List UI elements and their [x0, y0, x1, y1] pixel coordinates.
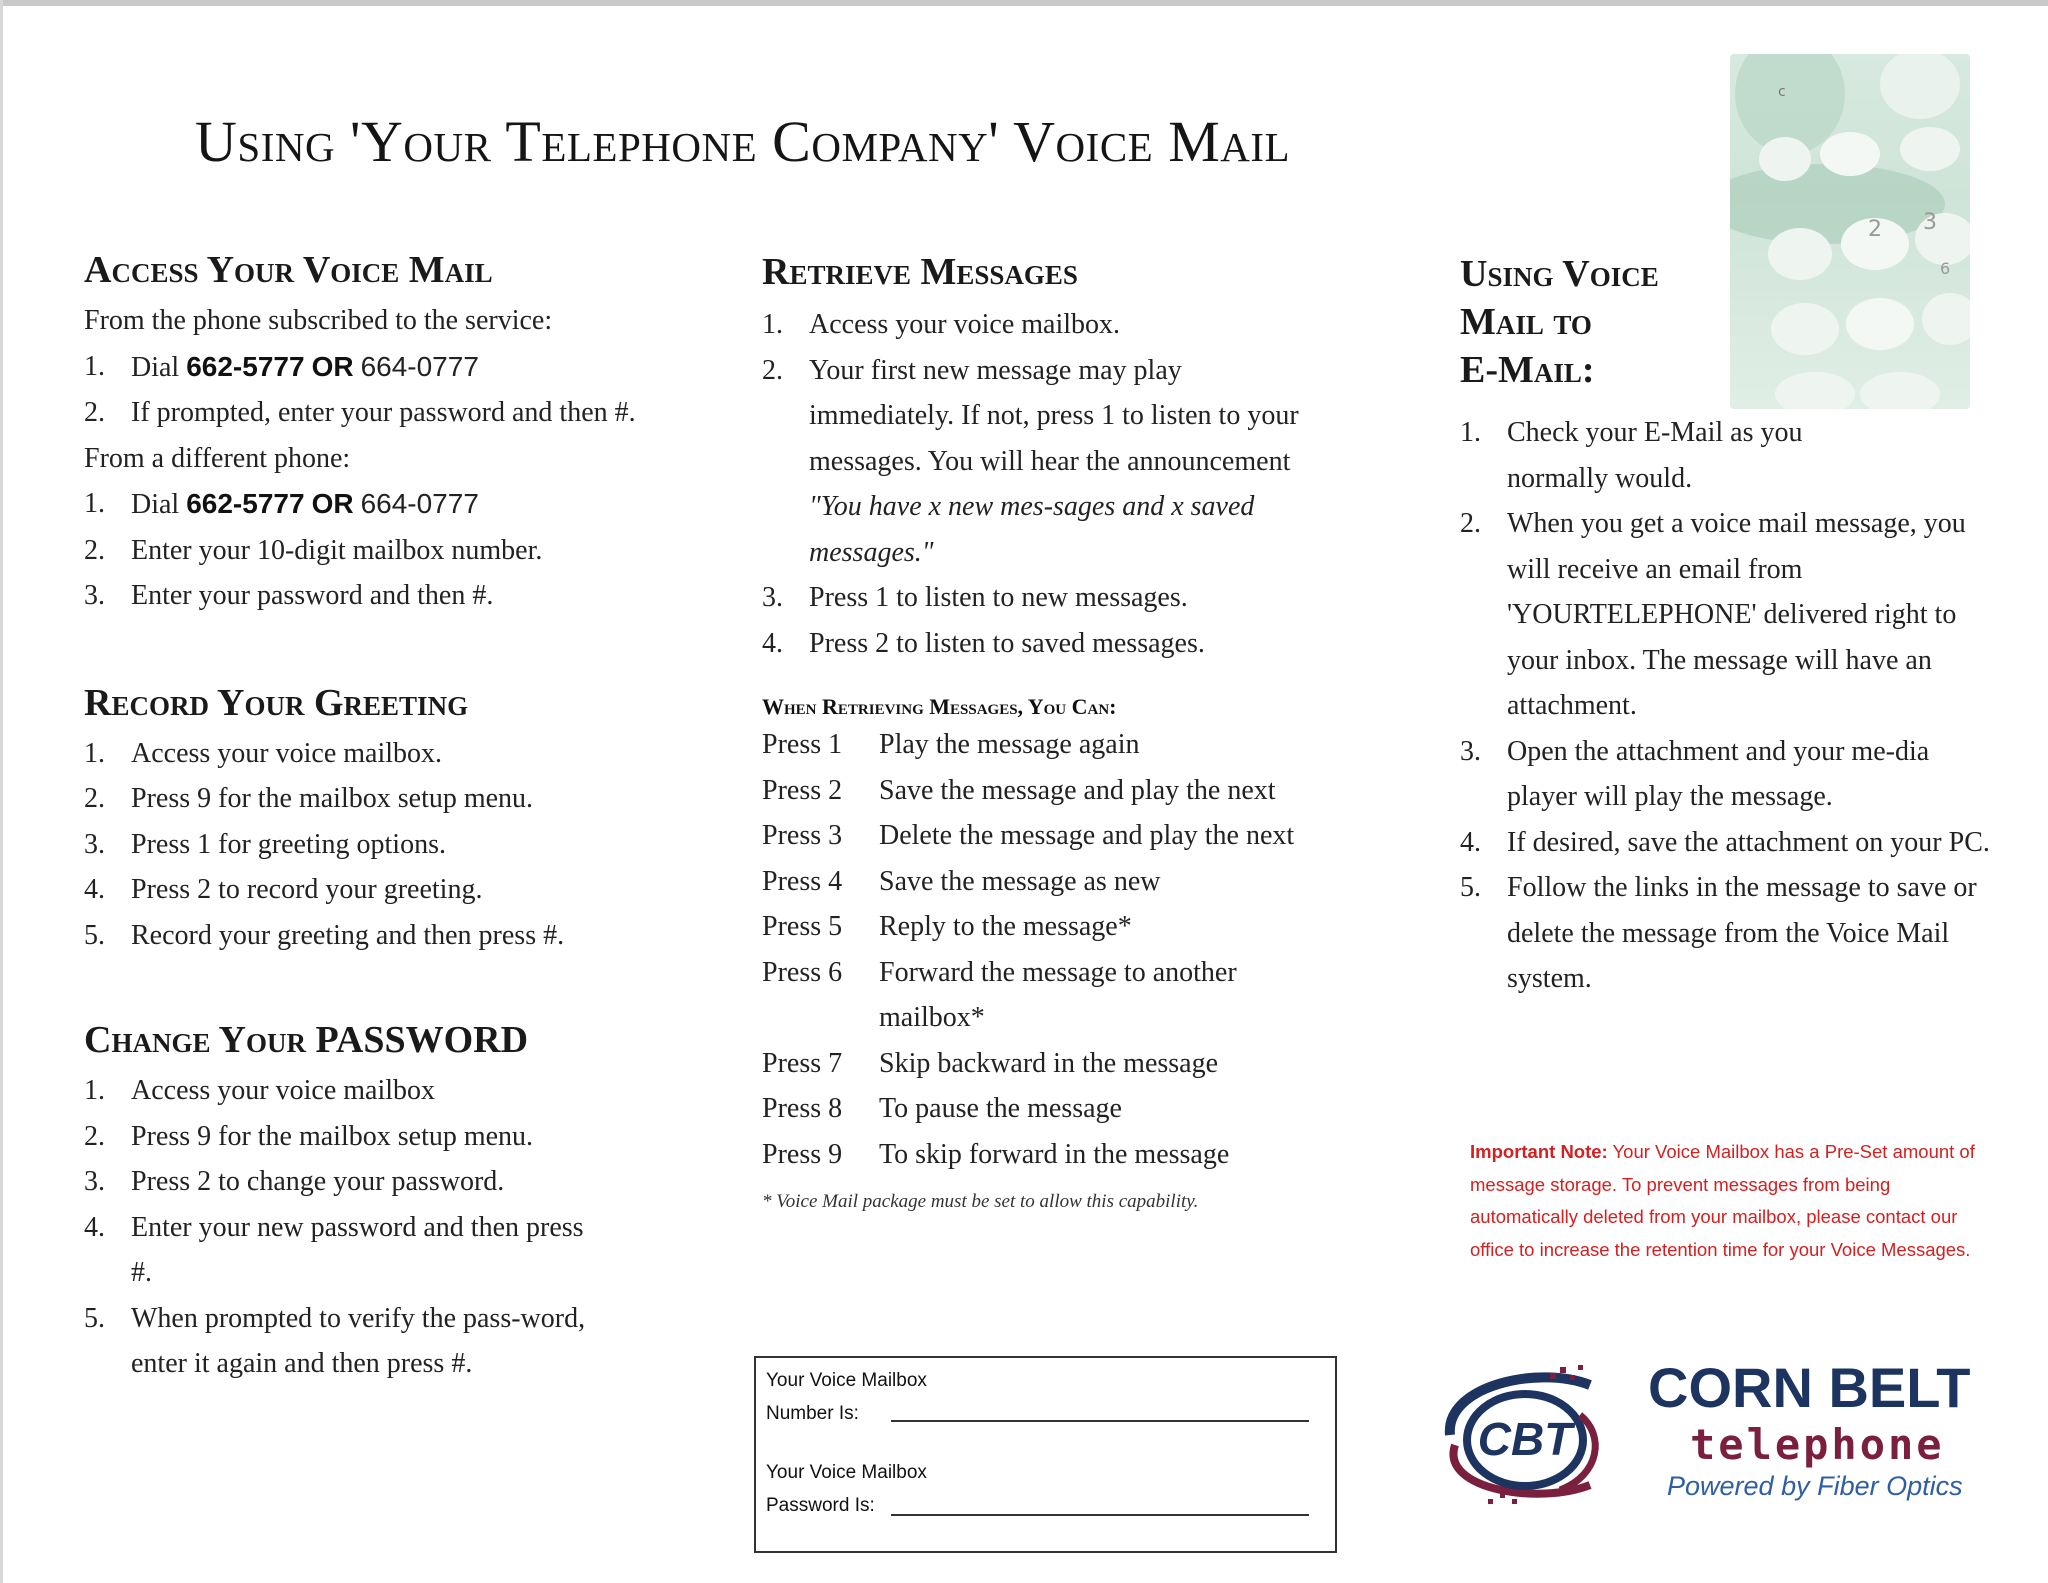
table-row: Press 7 Skip backward in the message — [762, 1047, 1219, 1079]
phone-number: 662-5777 — [186, 488, 305, 519]
list-item: 2. Your first new message may play immediately. If not, press 1 to listen to your messages. You will hear the announcement "You have x new mes-sages and x saved messages." — [762, 354, 1299, 568]
company-logo — [1430, 1355, 1990, 1505]
retrieve-heading: Retrieve Messages — [762, 251, 1078, 293]
table-row: Press 8 To pause the message — [762, 1093, 1122, 1124]
press-options-heading: When Retrieving Messages, You Can: — [762, 694, 1117, 719]
list-item: 3. Press 2 to change your password. — [84, 1166, 505, 1197]
list-item: 1. Access your voice mailbox — [84, 1075, 436, 1106]
list-item: 4. Press 2 to listen to saved messages. — [762, 627, 1205, 659]
list-item: 5. When prompted to verify the pass-word, enter it again and then press #. — [84, 1302, 586, 1379]
number-label: Your Voice Mailbox Number Is: — [766, 1370, 927, 1424]
table-row: Press 5 Reply to the message* — [762, 911, 1132, 942]
list-item: 1. Access your voice mailbox. — [762, 309, 1121, 340]
password-heading: Change Your PASSWORD — [84, 1019, 529, 1061]
list-item: 5. Follow the links in the message to save or delete the message from the Voice Mail system. — [1460, 872, 1977, 994]
list-item: 1. Dial 662-5777 OR 664-0777 — [84, 488, 479, 520]
important-note-text: Your Voice Mailbox has a Pre-Set amount of message storage. To prevent messages from being automatically deleted from your mailbox, please contact our office to increase the retention time for your Voice Messages. — [1470, 1141, 1975, 1261]
mailbox-info-form — [754, 1356, 1337, 1553]
number-field[interactable] — [891, 1420, 1309, 1422]
table-row: Press 4 Save the message as new — [762, 865, 1161, 897]
logo-sub: telephone — [1690, 1420, 1945, 1469]
access-intro-different: From a different phone: — [84, 442, 351, 474]
retrieve-steps — [762, 302, 1332, 666]
access-intro-subscribed: From the phone subscribed to the service: — [84, 305, 553, 336]
important-note-label: Important Note: — [1470, 1141, 1608, 1162]
list-item: 2. If prompted, enter your password and then #. — [84, 397, 636, 428]
access-steps-different — [84, 481, 684, 619]
table-row: Press 2 Save the message and play the next — [762, 774, 1276, 806]
column-middle — [762, 250, 1342, 1213]
left-edge — [0, 0, 3, 1583]
access-heading: Access Your Voice Mail — [84, 249, 493, 291]
press-options-table — [762, 722, 1322, 1177]
password-label: Your Voice Mailbox Password Is: — [766, 1462, 927, 1516]
top-edge — [0, 0, 2048, 6]
email-heading: Using Voice Mail to E-Mail: — [1460, 253, 1659, 391]
password-steps — [84, 1068, 644, 1387]
column-right — [1460, 250, 2000, 1002]
list-item: 4. Enter your new password and then press #. — [84, 1211, 584, 1288]
logo-mark-text: CBT — [1477, 1413, 1573, 1465]
greeting-heading: Record Your Greeting — [84, 681, 469, 724]
phone-number: 662-5777 — [186, 350, 305, 382]
table-row: Press 3 Delete the message and play the next — [762, 820, 1295, 851]
list-item: 2. When you get a voice mail message, you will receive an email from 'YOURTELEPHONE' delivered right to your inbox. The message will have an attachment. — [1460, 508, 1966, 721]
cbt-logo-mark — [1430, 1355, 1990, 1505]
list-item: 2. Enter your 10-digit mailbox number. — [84, 534, 543, 566]
password-field[interactable] — [891, 1514, 1309, 1516]
column-left — [84, 248, 684, 1387]
phone-number: 664-0777 — [360, 488, 479, 519]
announcement-quote: "You have x new mes-sages and x saved messages." — [809, 491, 1255, 568]
logo-tagline: Powered by Fiber Optics — [1667, 1471, 1963, 1501]
phone-number: 664-0777 — [360, 350, 479, 382]
list-item: 5. Record your greeting and then press #. — [84, 919, 565, 951]
keypad-key-c: c — [1778, 84, 1786, 100]
important-note — [1470, 1136, 1990, 1267]
list-item: 3. Enter your password and then #. — [84, 580, 494, 611]
list-item: 2. Press 9 for the mailbox setup menu. — [84, 1120, 534, 1152]
table-row: Press 9 To skip forward in the message — [762, 1138, 1230, 1170]
access-steps-subscribed — [84, 344, 684, 436]
greeting-steps — [84, 731, 684, 959]
list-item: 3. Open the attachment and your me-dia player will play the message. — [1460, 735, 1930, 812]
list-item: 4. If desired, save the attachment on your PC. — [1460, 826, 1990, 858]
table-row: Press 6 Forward the message to another mailbox* — [762, 956, 1237, 1033]
list-item: 1. Check your E-Mail as you normally would. — [1460, 417, 1803, 494]
keypad-key-3: 3 — [1923, 210, 1937, 235]
list-item: 1. Access your voice mailbox. — [84, 737, 443, 769]
list-item: 3. Press 1 to listen to new messages. — [762, 582, 1188, 613]
logo-name: CORN BELT — [1648, 1356, 1971, 1419]
list-item: 4. Press 2 to record your greeting. — [84, 874, 483, 905]
footnote: * Voice Mail package must be set to allow this capability. — [762, 1191, 1199, 1212]
keypad-key-2: 2 — [1868, 217, 1882, 242]
list-item: 2. Press 9 for the mailbox setup menu. — [84, 783, 534, 814]
page-title: Using 'Your Telephone Company' Voice Mail — [195, 109, 1291, 174]
keypad-key-6: 6 — [1940, 259, 1951, 278]
list-item: 3. Press 1 for greeting options. — [84, 828, 446, 860]
list-item: 1. Dial 662-5777 OR 664-0777 — [84, 350, 479, 383]
table-row: Press 1 Play the message again — [762, 729, 1140, 760]
email-steps — [1460, 410, 1990, 1002]
